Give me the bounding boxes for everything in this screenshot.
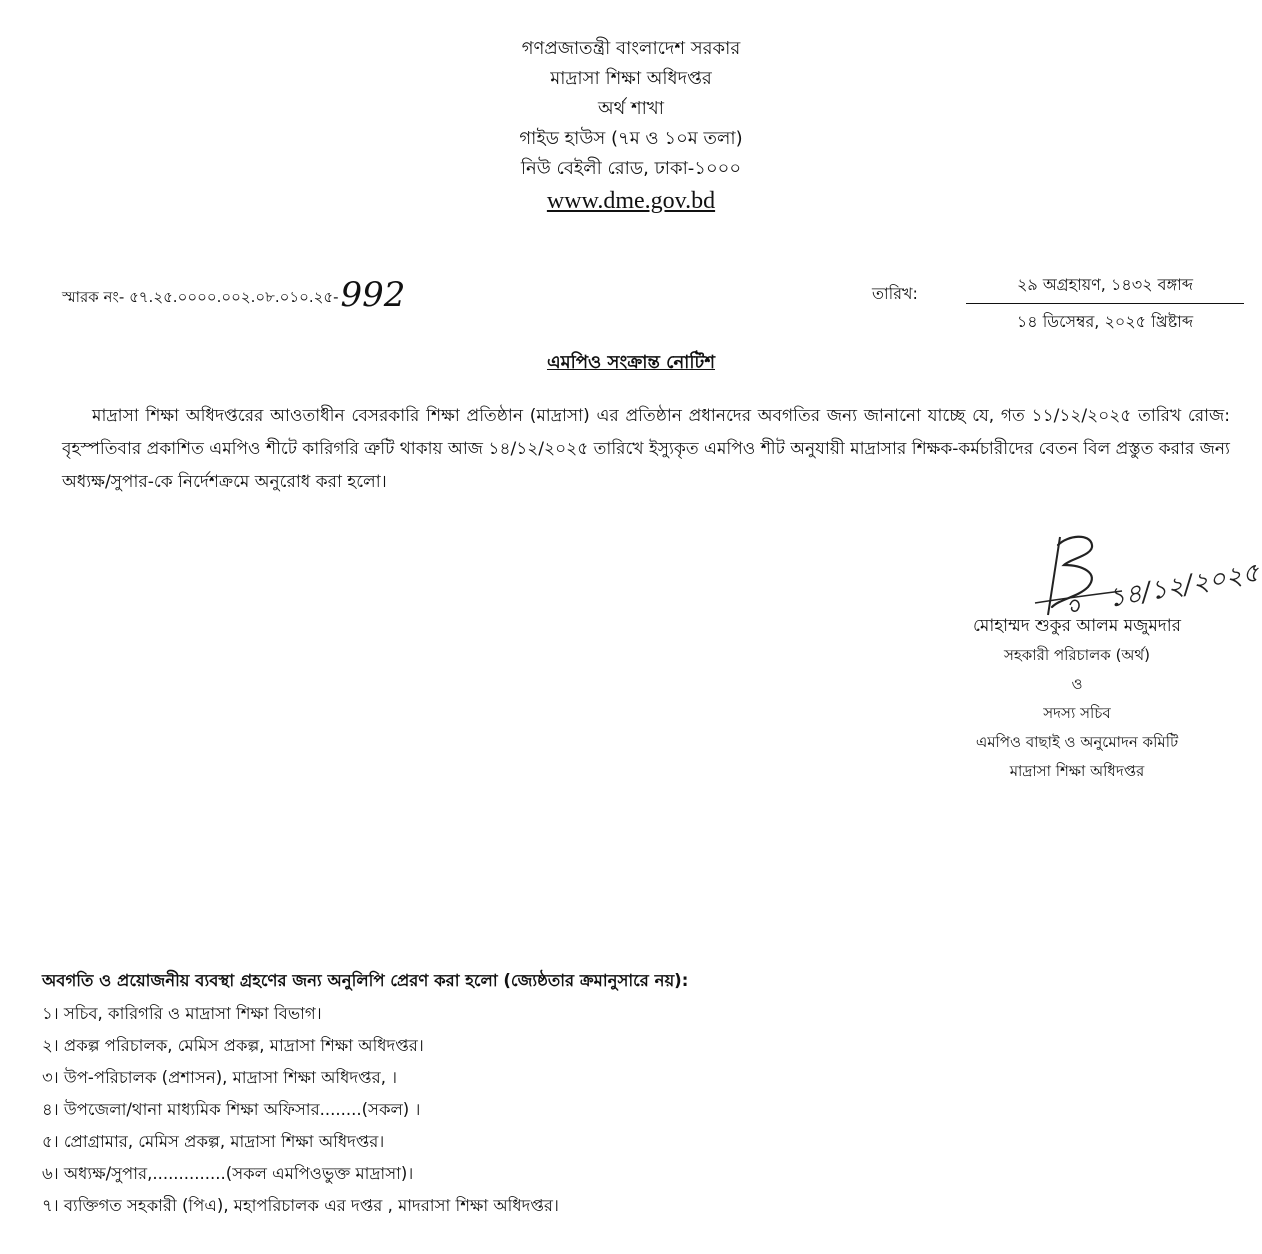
- signatory-committee: এমপিও বাছাই ও অনুমোদন কমিটি: [975, 733, 1179, 751]
- signatory-conjunction: ও: [1071, 675, 1083, 693]
- cc-list-item: ৫। প্রোগ্রামার, মেমিস প্রকল্প, মাদ্রাসা শিক্ষা অধিদপ্তর।: [42, 1132, 385, 1151]
- letterhead-address: নিউ বেইলী রোড, ঢাকা-১০০০: [520, 158, 742, 179]
- signatory-role: সদস্য সচিব: [1043, 704, 1111, 722]
- cc-list-item: ২। প্রকল্প পরিচালক, মেমিস প্রকল্প, মাদ্রাসা শিক্ষা অধিদপ্তর।: [42, 1036, 424, 1055]
- signatory-block: [920, 612, 1234, 786]
- cc-list: [42, 998, 559, 1222]
- letterhead: [0, 34, 1262, 218]
- cc-heading: অবগতি ও প্রয়োজনীয় ব্যবস্থা গ্রহণের জন্য অনুলিপি প্রেরণ করা হলো (জ্যেষ্ঠতার ক্রমানুসারে নয়):: [42, 971, 689, 990]
- website-link[interactable]: www.dme.gov.bd: [546, 188, 716, 214]
- letterhead-government: গণপ্রজাতন্ত্রী বাংলাদেশ সরকার: [521, 38, 741, 59]
- cc-list-item: ১। সচিব, কারিগরি ও মাদ্রাসা শিক্ষা বিভাগ।: [42, 1004, 322, 1023]
- memo-number: [62, 275, 405, 315]
- signature-scribble: [1030, 525, 1262, 625]
- date-label: তারিখ:: [872, 284, 918, 303]
- signature-date: ১৪/১২/২০২৫: [1106, 557, 1262, 614]
- cc-list-item: ৪। উপজেলা/থানা মাধ্যমিক শিক্ষা অফিসার........(সকল) ।: [42, 1100, 421, 1119]
- notice-title: এমপিও সংক্রান্ত নোটিশ: [546, 352, 716, 373]
- letterhead-building: গাইড হাউস (৭ম ও ১০ম তলা): [519, 128, 743, 149]
- date-bangla: ২৯ অগ্রহায়ণ, ১৪৩২ বঙ্গাব্দ: [966, 272, 1244, 304]
- signatory-name: মোহাম্মদ শুকুর আলম মজুমদার: [972, 616, 1181, 636]
- letterhead-directorate: মাদ্রাসা শিক্ষা অধিদপ্তর: [550, 68, 712, 89]
- memo-number-value: ৫৭.২৫.০০০০.০০২.০৮.০১০.২৫-: [129, 288, 339, 306]
- memo-label: স্মারক নং-: [62, 288, 125, 306]
- signatory-office: মাদ্রাসা শিক্ষা অধিদপ্তর: [1009, 762, 1145, 780]
- cc-list-item: ৭। ব্যক্তিগত সহকারী (পিএ), মহাপরিচালক এর দপ্তর , মাদরাসা শিক্ষা অধিদপ্তর।: [42, 1196, 559, 1215]
- cc-list-item: ৬। অধ্যক্ষ/সুপার,..............(সকল এমপিওভুক্ত মাদ্রাসা)।: [42, 1164, 414, 1183]
- date-block: [966, 272, 1244, 336]
- date-english: ১৪ ডিসেম্বর, ২০২৫ খ্রিষ্টাব্দ: [1016, 312, 1194, 331]
- letterhead-section: অর্থ শাখা: [598, 98, 664, 119]
- cc-list-item: ৩। উপ-পরিচালক (প্রশাসন), মাদ্রাসা শিক্ষা অধিদপ্তর, ।: [42, 1068, 398, 1087]
- signatory-designation: সহকারী পরিচালক (অর্থ): [1004, 646, 1150, 664]
- notice-body: মাদ্রাসা শিক্ষা অধিদপ্তরের আওতাধীন বেসরকারি শিক্ষা প্রতিষ্ঠান (মাদ্রাসা) এর প্রতিষ্ঠান প্রধানদের অবগতির জন্য জানানো যাচ্ছে যে, গত ১১/১২/২০২৫ তারিখ রোজ: বৃহস্পতিবার প্রকাশিত এমপিও শীটে কারিগরি ত্রুটি থাকায় আজ ১৪/১২/২০২৫ তারিখে ইস্যুকৃত এমপিও শীট অনুযায়ী মাদ্রাসার শিক্ষক-কর্মচারীদের বেতন বিল প্রস্তুত করার জন্য অধ্যক্ষ/সুপার-কে নির্দেশক্রমে অনুরোধ করা হলো।: [62, 406, 1230, 492]
- memo-handwritten-suffix: 992: [340, 275, 406, 315]
